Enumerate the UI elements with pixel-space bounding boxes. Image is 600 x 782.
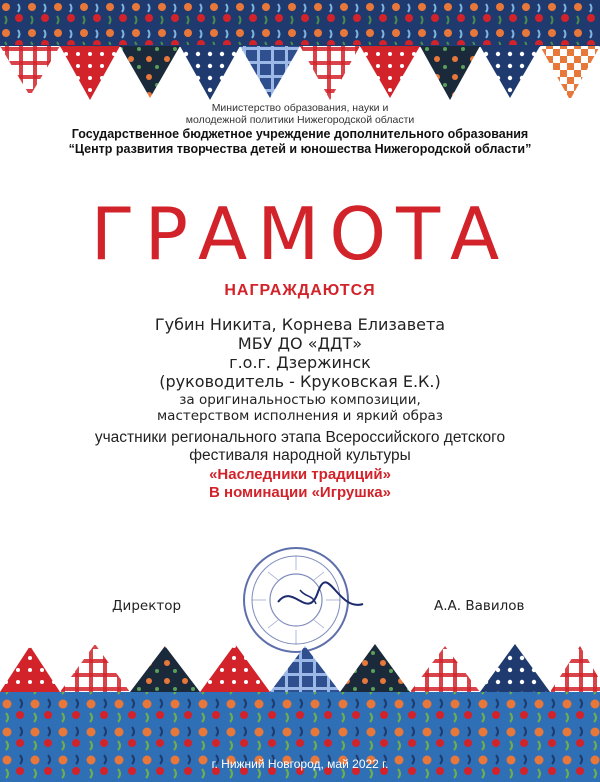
participants-line-2: фестиваля народной культуры [189,447,411,464]
participants-text [0,429,600,465]
participants-line-1: участники регионального этапа Всероссийского детского [94,429,506,446]
recipients-block [0,315,600,391]
ministry-line-2: молодежной политики Нижегородской области [185,114,415,126]
festival-block [0,466,600,502]
director-name: А.А. Вавилов [434,598,525,614]
recipient-names: Губин Никита, Корнева Елизавета [154,315,446,334]
ministry-line-1: Министерство образования, науки и [211,102,389,114]
top-ornament-band [0,0,600,110]
top-ornament-svg [0,0,600,110]
award-reason [0,392,600,424]
reason-line-1: за оригинальностью композиции, [179,392,421,408]
festival-nomination: В номинации «Игрушка» [209,484,391,501]
institution-line-1: Государственное бюджетное учреждение дополнительного образования [71,127,529,141]
institution-name [0,127,600,157]
awarded-label: НАГРАЖДАЮТСЯ [224,282,376,299]
recipient-city: г.о.г. Дзержинск [229,353,371,372]
footer-place-date: г. Нижний Новгород, май 2022 г. [211,757,389,771]
festival-name: «Наследники традиций» [209,466,391,483]
recipient-supervisor: (руководитель - Круковская Е.К.) [159,372,441,391]
document-title: ГРАМОТА [90,192,510,276]
ministry-name [0,102,600,126]
director-position: Директор [112,598,182,614]
institution-line-2: “Центр развития творчества детей и юношества Нижегородской области” [68,142,532,156]
reason-line-2: мастерством исполнения и яркий образ [156,408,443,424]
recipient-organization: МБУ ДО «ДДТ» [237,334,363,353]
